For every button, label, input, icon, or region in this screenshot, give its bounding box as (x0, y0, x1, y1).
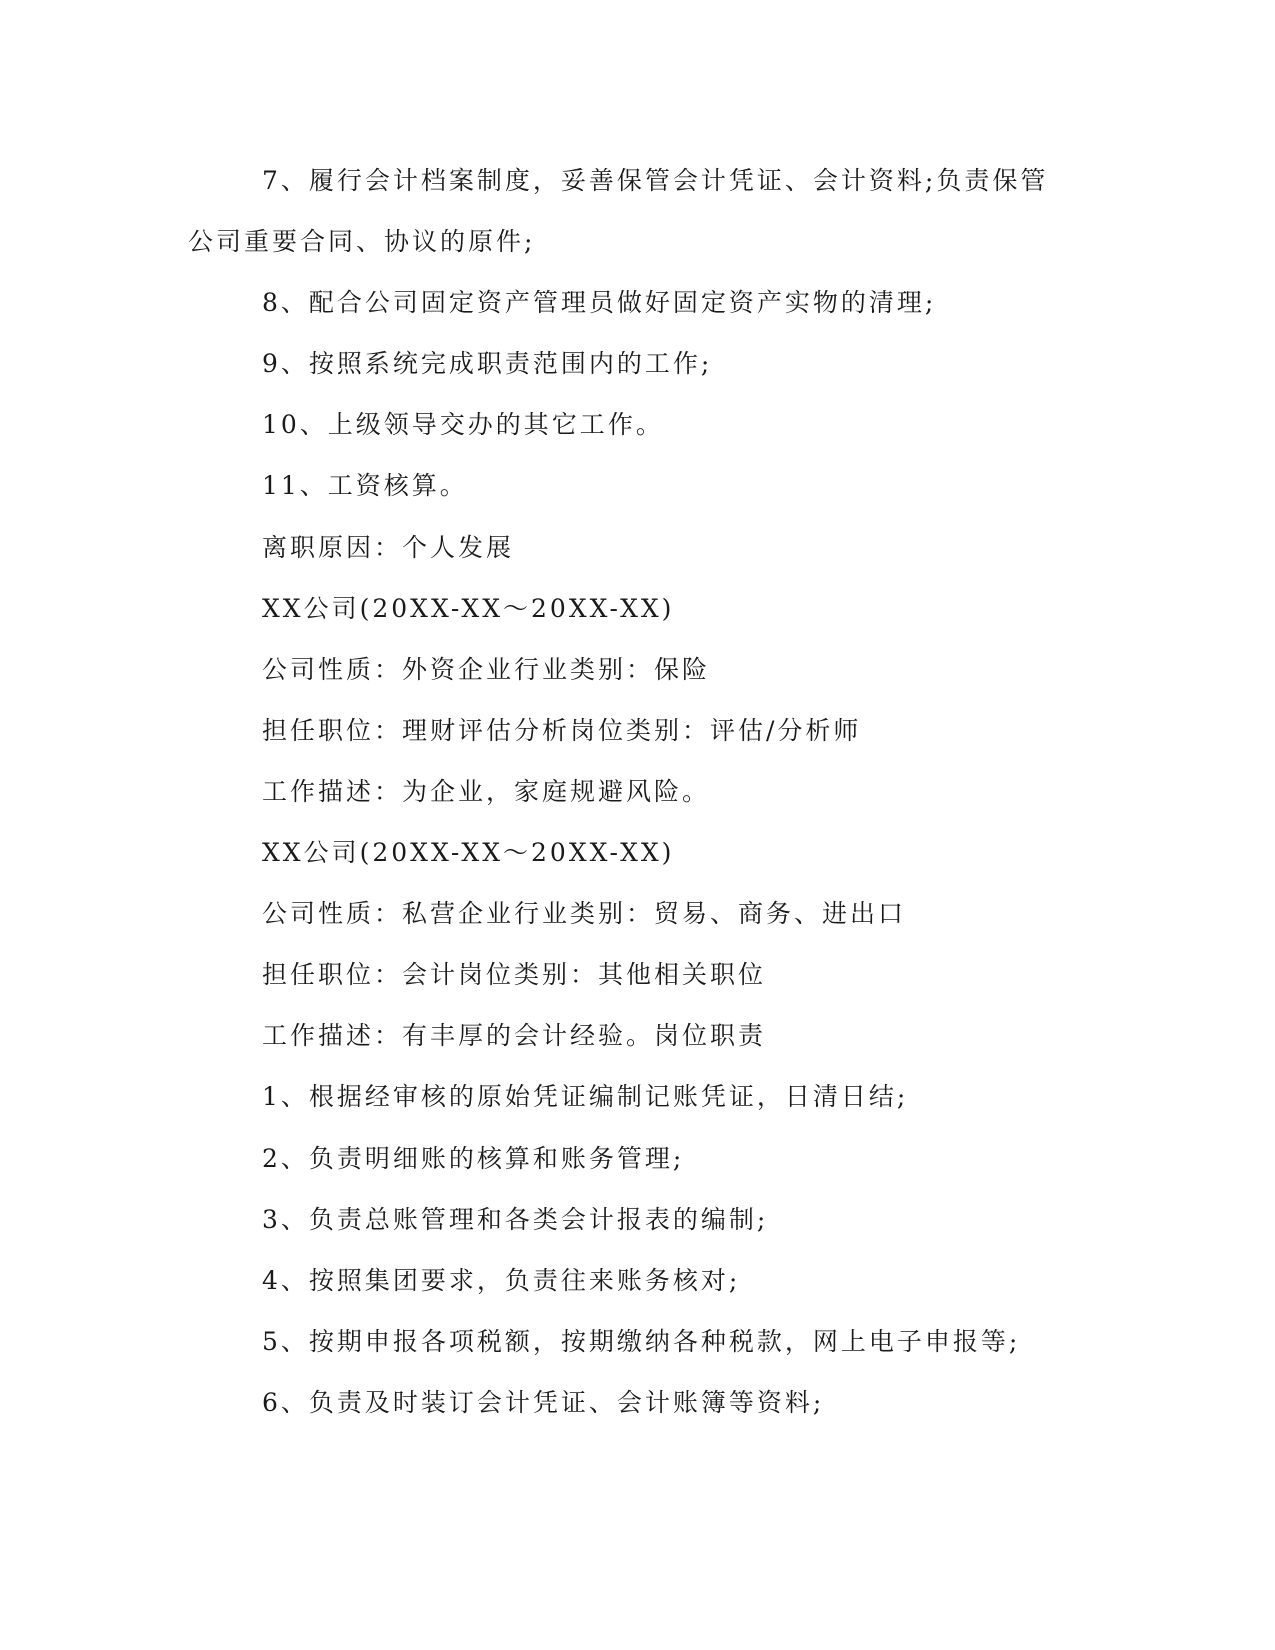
paragraph-line: 公司性质：私营企业行业类别：贸易、商务、进出口 (262, 899, 907, 929)
paragraph-line: 9、按照系统完成职责范围内的工作; (262, 349, 713, 379)
paragraph-line: 工作描述：为企业，家庭规避风险。 (262, 776, 711, 806)
paragraph-line: 担任职位：会计岗位类别：其他相关职位 (262, 960, 767, 990)
document-body (188, 158, 1088, 1441)
paragraph-line: 5、按期申报各项税额，按期缴纳各种税款，网上电子申报等; (262, 1326, 1021, 1356)
paragraph-line: 公司性质：外资企业行业类别：保险 (262, 654, 711, 684)
company-heading: XX公司(20XX-XX～20XX-XX) (262, 593, 675, 623)
paragraph-line: 2、负责明细账的核算和账务管理; (262, 1143, 685, 1173)
paragraph-line: 担任职位：理财评估分析岗位类别：评估/分析师 (262, 715, 862, 745)
paragraph-line: 8、配合公司固定资产管理员做好固定资产实物的清理; (262, 288, 937, 318)
paragraph-line: 6、负责及时装订会计凭证、会计账簿等资料; (262, 1387, 825, 1417)
paragraph-line: 3、负责总账管理和各类会计报表的编制; (262, 1204, 769, 1234)
company-heading: XX公司(20XX-XX～20XX-XX) (262, 838, 675, 868)
paragraph-line: 10、上级领导交办的其它工作。 (262, 410, 664, 440)
paragraph-line: 11、工资核算。 (262, 471, 468, 501)
paragraph-line: 工作描述：有丰厚的会计经验。岗位职责 (262, 1021, 767, 1051)
paragraph-line: 4、按照集团要求，负责往来账务核对; (262, 1265, 741, 1295)
paragraph-line: 公司重要合同、协议的原件; (188, 227, 536, 257)
paragraph-line: 离职原因：个人发展 (262, 532, 515, 562)
paragraph-line: 7、履行会计档案制度，妥善保管会计凭证、会计资料;负责保管 (262, 166, 1049, 195)
paragraph-line: 1、根据经审核的原始凭证编制记账凭证，日清日结; (262, 1082, 909, 1112)
